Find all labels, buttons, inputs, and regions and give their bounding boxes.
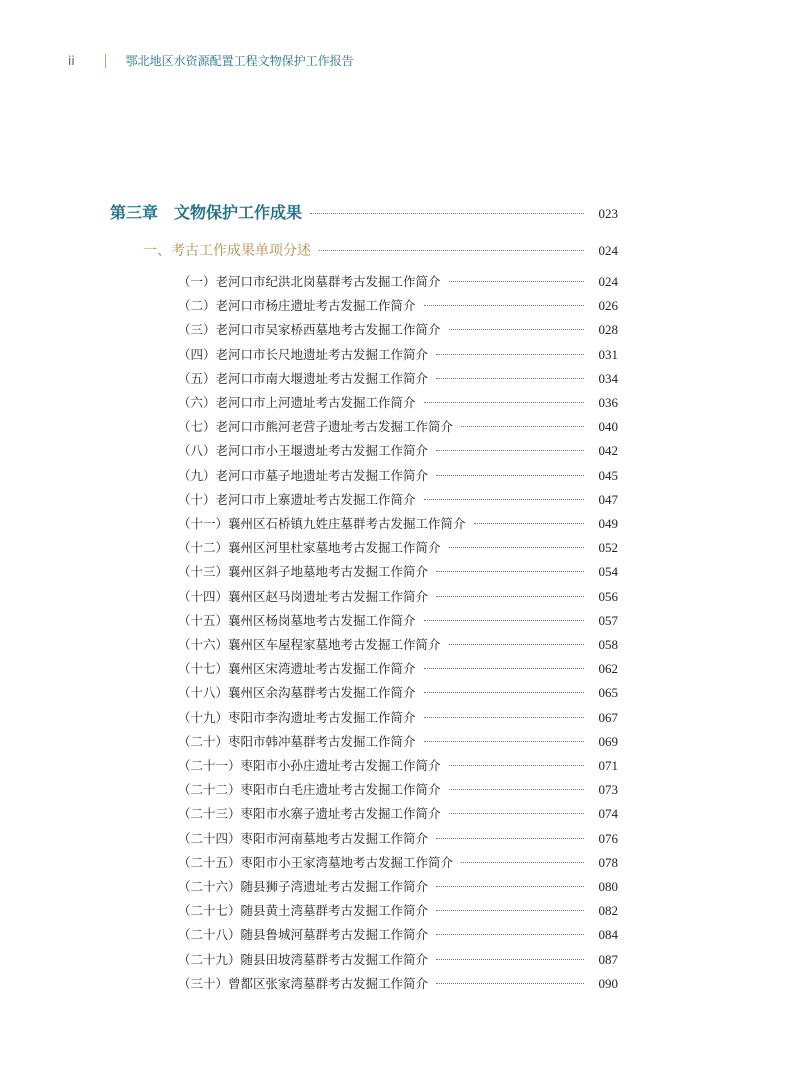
header-divider (105, 54, 106, 68)
toc-entry[interactable] (178, 345, 618, 363)
toc-entry[interactable] (178, 974, 618, 992)
toc-entry[interactable] (178, 732, 618, 750)
entry-title: （五）老河口市南大堰遗址考古发掘工作简介 (178, 370, 429, 386)
entry-page: 084 (598, 927, 618, 943)
toc-entry[interactable] (178, 901, 618, 919)
toc-section[interactable] (143, 240, 618, 260)
entry-title: （二十二）枣阳市白毛庄遗址考古发掘工作简介 (178, 782, 441, 798)
entry-title: （七）老河口市熊河老营子遗址考古发掘工作简介 (178, 419, 454, 435)
dot-leader (436, 934, 584, 935)
entry-title: （二十四）枣阳市河南墓地考古发掘工作简介 (178, 830, 429, 846)
toc-entry[interactable] (178, 490, 618, 508)
entry-title: （十九）枣阳市李沟遗址考古发掘工作简介 (178, 709, 416, 725)
dot-leader (436, 596, 584, 597)
entry-page: 067 (598, 709, 618, 725)
entry-page: 031 (598, 346, 618, 362)
toc-entry[interactable] (178, 683, 618, 701)
entry-title: （三）老河口市吴家桥西墓地考古发掘工作简介 (178, 322, 441, 338)
toc-entry[interactable] (178, 466, 618, 484)
toc-entry[interactable] (178, 369, 618, 387)
entry-title: （十四）襄州区赵马岗遗址考古发掘工作简介 (178, 588, 429, 604)
entry-title: （六）老河口市上河遗址考古发掘工作简介 (178, 395, 416, 410)
entry-page: 057 (598, 612, 618, 628)
toc-entry[interactable] (178, 514, 618, 532)
dot-leader (461, 426, 584, 427)
dot-leader (449, 547, 584, 548)
toc-entry[interactable] (178, 272, 618, 290)
book-title: 鄂北地区水资源配置工程文物保护工作报告 (125, 54, 354, 68)
toc-entry[interactable] (178, 659, 618, 677)
entry-page: 036 (598, 395, 618, 410)
entry-page: 062 (598, 661, 618, 677)
chapter-title: 文物保护工作成果 (174, 203, 303, 222)
chapter-number: 第三章 (110, 203, 159, 222)
section-title: 一、考古工作成果单项分述 (143, 243, 311, 259)
toc-entry[interactable] (178, 853, 618, 871)
entry-page: 069 (598, 733, 618, 749)
toc-entry[interactable] (178, 441, 618, 459)
dot-leader (424, 402, 584, 403)
entry-title: （十二）襄州区河里杜家墓地考古发掘工作简介 (178, 540, 441, 556)
entry-title: （八）老河口市小王堰遗址考古发掘工作简介 (178, 443, 429, 459)
dot-leader (436, 450, 584, 451)
dot-leader (436, 910, 584, 911)
dot-leader (474, 523, 584, 524)
toc-entry[interactable] (178, 538, 618, 556)
toc-entry[interactable] (178, 587, 618, 605)
entry-title: （十三）襄州区斜子地墓地考古发掘工作简介 (178, 564, 429, 580)
toc-entry[interactable] (178, 829, 618, 847)
entry-page: 065 (598, 685, 618, 701)
entry-page: 076 (598, 830, 618, 846)
dot-leader (436, 571, 584, 572)
entry-title: （十一）襄州区石桥镇九姓庄墓群考古发掘工作简介 (178, 516, 466, 531)
entry-page: 056 (598, 588, 618, 604)
dot-leader (449, 329, 584, 330)
toc-entry[interactable] (178, 635, 618, 653)
entry-page: 073 (598, 782, 618, 798)
toc-entry[interactable] (178, 950, 618, 968)
entry-page: 040 (598, 419, 618, 435)
dot-leader (424, 620, 584, 621)
entry-title: （九）老河口市墓子地遗址考古发掘工作简介 (178, 467, 429, 483)
toc-entry[interactable] (178, 708, 618, 726)
dot-leader (424, 741, 584, 742)
entry-page: 080 (598, 879, 618, 894)
dot-leader (310, 213, 584, 214)
entry-page: 058 (598, 637, 618, 652)
page-folio: ii (68, 53, 75, 68)
entry-title: （四）老河口市长尺地遗址考古发掘工作简介 (178, 346, 429, 362)
entry-title: （三十）曾都区张家湾墓群考古发掘工作简介 (178, 975, 429, 991)
dot-leader (436, 838, 584, 839)
chapter-page: 023 (598, 206, 618, 221)
entry-title: （二十九）随县田坡湾墓群考古发掘工作简介 (178, 951, 429, 967)
dot-leader (424, 717, 584, 718)
entry-title: （十五）襄州区杨岗墓地考古发掘工作简介 (178, 612, 416, 628)
dot-leader (436, 378, 584, 379)
entry-page: 042 (598, 443, 618, 459)
entry-page: 082 (598, 903, 618, 919)
dot-leader (424, 305, 584, 306)
dot-leader (436, 354, 584, 355)
toc-entry[interactable] (178, 611, 618, 629)
toc-entry[interactable] (178, 320, 618, 338)
entry-page: 024 (598, 274, 618, 289)
toc-entry[interactable] (178, 417, 618, 435)
dot-leader (449, 281, 584, 282)
entry-title: （二十七）随县黄土湾墓群考古发掘工作简介 (178, 903, 429, 919)
entry-page: 071 (598, 758, 618, 773)
toc-entry[interactable] (178, 925, 618, 943)
entry-page: 074 (598, 806, 618, 822)
entry-title: （二十六）随县狮子湾遗址考古发掘工作简介 (178, 879, 429, 894)
entry-title: （二）老河口市杨庄遗址考古发掘工作简介 (178, 298, 416, 314)
toc-entry[interactable] (178, 296, 618, 314)
entry-page: 049 (598, 516, 618, 531)
entry-title: （二十五）枣阳市小王家湾墓地考古发掘工作简介 (178, 854, 454, 870)
entry-title: （二十一）枣阳市小孙庄遗址考古发掘工作简介 (178, 758, 441, 773)
entry-title: （二十）枣阳市韩冲墓群考古发掘工作简介 (178, 733, 416, 749)
dot-leader (436, 475, 584, 476)
entry-page: 045 (598, 467, 618, 483)
entry-page: 052 (598, 540, 618, 556)
dot-leader (424, 692, 584, 693)
toc-entry[interactable] (178, 780, 618, 798)
entry-title: （十）老河口市上寨遗址考古发掘工作简介 (178, 491, 416, 507)
entry-page: 028 (598, 322, 618, 338)
dot-leader (449, 765, 584, 766)
entry-title: （二十八）随县鲁城河墓群考古发掘工作简介 (178, 927, 429, 943)
toc-entry[interactable] (178, 393, 618, 411)
entry-page: 034 (598, 370, 618, 386)
running-head (68, 52, 354, 69)
toc-entry[interactable] (178, 562, 618, 580)
toc-entry[interactable] (178, 877, 618, 895)
dot-leader (436, 959, 584, 960)
dot-leader (319, 250, 584, 251)
entry-page: 078 (598, 854, 618, 870)
entry-title: （十七）襄州区宋湾遗址考古发掘工作简介 (178, 661, 416, 677)
toc-chapter[interactable] (110, 200, 618, 223)
entry-page: 087 (598, 951, 618, 967)
dot-leader (424, 499, 584, 500)
entry-title: （一）老河口市纪洪北岗墓群考古发掘工作简介 (178, 274, 441, 289)
entry-title: （十六）襄州区车屋程家墓地考古发掘工作简介 (178, 637, 441, 652)
entry-title: （十八）襄州区余沟墓群考古发掘工作简介 (178, 685, 416, 701)
entry-title: （二十三）枣阳市水寨子遗址考古发掘工作简介 (178, 806, 441, 822)
dot-leader (436, 983, 584, 984)
entry-page: 026 (598, 298, 618, 314)
toc-entry[interactable] (178, 756, 618, 774)
dot-leader (449, 644, 584, 645)
toc-entry[interactable] (178, 804, 618, 822)
dot-leader (449, 813, 584, 814)
dot-leader (461, 862, 584, 863)
section-page: 024 (598, 243, 618, 258)
dot-leader (436, 886, 584, 887)
dot-leader (449, 789, 584, 790)
entry-page: 047 (598, 491, 618, 507)
dot-leader (424, 668, 584, 669)
entry-page: 090 (598, 975, 618, 991)
entry-page: 054 (598, 564, 618, 580)
